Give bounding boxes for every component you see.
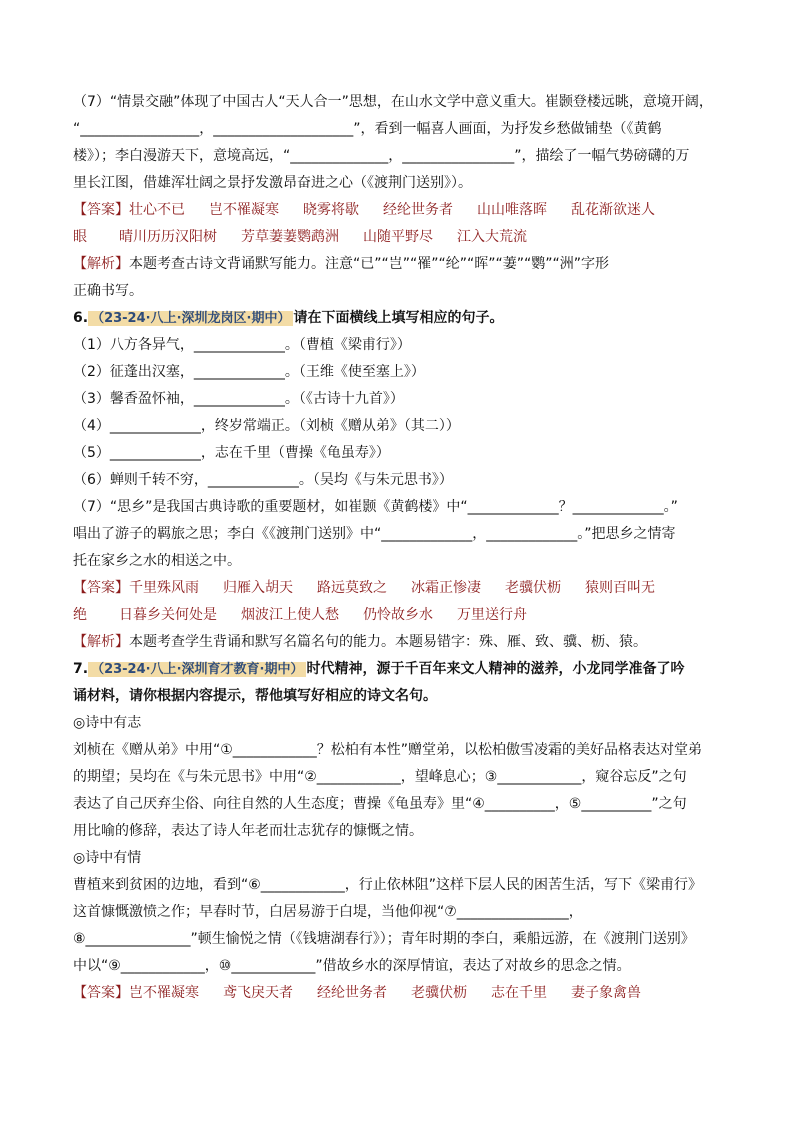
- q6-item-7-line1: （7）“思乡”是我国古典诗歌的重要题材，如崔颢《黄鹤楼》中“_____________？_____________。”: [73, 499, 678, 515]
- answer-item: 猿则百叫无: [585, 580, 655, 596]
- answer-item: 老骥伏枥: [411, 985, 467, 1001]
- question-number: 7.: [73, 661, 89, 677]
- q5-item7-line3: 楼》）；李白漫游天下，意境高远，“______________，________________”，描绘了一幅气势磅礴的万: [73, 148, 690, 164]
- answer-item: 眼: [73, 229, 87, 245]
- answer-item: 岂不罹凝寒: [129, 985, 199, 1001]
- question-prompt: 请在下面横线上填写相应的句子。: [293, 310, 504, 326]
- answer-item: 冰霜正惨凄: [411, 580, 481, 596]
- answer-item: 万里送行舟: [457, 607, 527, 623]
- answer-item: 仍怜故乡水: [363, 607, 433, 623]
- answer-tag: 【答案】: [73, 985, 129, 1001]
- answer-item: 日暮乡关何处是: [119, 607, 217, 623]
- answer-item: 晴川历历汉阳树: [119, 229, 217, 245]
- analysis-tag: 【解析】: [73, 256, 129, 272]
- answer-item: 岂不罹凝寒: [209, 202, 279, 218]
- content: [73, 89, 725, 1007]
- q5-analysis-line1: [73, 251, 725, 278]
- q7-prompt-line2: 诵材料，请你根据内容提示，帮他填写好相应的诗文名句。: [73, 688, 437, 704]
- q7-header: [73, 656, 725, 683]
- answer-item: 千里殊风雨: [129, 580, 199, 596]
- q6-item-6: （6）蝉则千转不穷，_____________。（吴均《与朱元思书》）: [73, 472, 453, 488]
- answer-item: 芳草萋萋鹦鹉洲: [241, 229, 339, 245]
- q7-section-emotion: ◎诗中有情: [73, 850, 142, 866]
- answer-item: 山山唯落晖: [477, 202, 547, 218]
- q7-p2-line1: 曹植来到贫困的边地，看到“⑥____________，行止依林阻”这样下层人民的困苦生活，写下《梁甫行》: [73, 877, 703, 893]
- q6-item-1: （1）八方各异气，_____________。（曹植《梁甫行》）: [73, 337, 411, 353]
- q6-answer-line1: [73, 575, 725, 602]
- answer-item: 壮心不已: [129, 202, 185, 218]
- question-prompt: 时代精神，源于千百年来文人精神的滋养，小龙同学准备了吟: [306, 661, 685, 677]
- q7-p2-line4: 中以“⑨____________，⑩____________”借故乡水的深厚情谊，表达了对故乡的思念之情。: [73, 958, 631, 974]
- q5-analysis-line2: 正确书写。: [73, 283, 143, 299]
- q6-header: [73, 305, 725, 332]
- q6-answer-line2: [73, 602, 725, 629]
- answer-item: 老骥伏枥: [505, 580, 561, 596]
- q7-p1-line1: 刘桢在《赠从弟》中用“①____________？松柏有本性”赠堂弟，以松柏傲雪凌霜的美好品格表达对堂弟: [73, 742, 703, 758]
- answer-tag: 【答案】: [73, 202, 129, 218]
- q7-answer-line1: [73, 980, 725, 1007]
- q5-item7-line2: “_________________，____________________”，看到一幅喜人画面，为抒发乡愁做铺垫（《黄鹤: [73, 121, 662, 137]
- q7-section-ambition: ◎诗中有志: [73, 715, 142, 731]
- q7-p2-line2: 这首慷慨激愤之作；早春时节，白居易游于白堤，当他仰视“⑦________________，: [73, 904, 583, 920]
- answer-item: 烟波江上使人愁: [241, 607, 339, 623]
- q5-answer-line2: [73, 224, 725, 251]
- q7-p1-line3: 表达了自己厌弃尘俗、向往自然的人生态度；曹操《龟虽寿》里“④__________，⑤__________”之句: [73, 796, 687, 812]
- analysis-tag: 【解析】: [73, 634, 129, 650]
- q7-p1-line2: 的期望；吴均在《与朱元思书》中用“②____________，望峰息心；③____________，窥谷忘反”之句: [73, 769, 687, 785]
- answer-item: 志在千里: [491, 985, 547, 1001]
- q5-answer-line1: [73, 197, 725, 224]
- analysis-text: 本题考查古诗文背诵默写能力。注意“已”“岂”“罹”“纶”“晖”“萋”“鹦”“洲”字形: [129, 256, 610, 272]
- q6-item-7-line3: 托在家乡之水的相送之中。: [73, 553, 241, 569]
- q6-item-3: （3）馨香盈怀袖，_____________。（《古诗十九首》）: [73, 391, 404, 407]
- q5-item7-line1: （7）“情景交融”体现了中国古人“天人合一”思想，在山水文学中意义重大。崔颢登楼远眺，意境开阔，: [73, 94, 713, 110]
- q5-item7-line4: 里长江图，借雄浑壮阔之景抒发激昂奋进之心（《渡荆门送别》）。: [73, 175, 472, 191]
- question-number: 6.: [73, 310, 89, 326]
- q6-item-2: （2）征蓬出汉塞，_____________。（王维《使至塞上》）: [73, 364, 425, 380]
- answer-item: 经纶世务者: [317, 985, 387, 1001]
- q6-item-4: （4）_____________，终岁常端正。（刘桢《赠从弟》（其二））: [73, 418, 460, 434]
- answer-item: 鸢飞戾天者: [223, 985, 293, 1001]
- answer-item: 江入大荒流: [457, 229, 527, 245]
- q7-p2-line3: ⑧_______________”顿生愉悦之情（《钱塘湖春行》）；青年时期的李白，乘船远游，在《渡荆门送别》: [73, 931, 695, 947]
- answer-item: 经纶世务者: [383, 202, 453, 218]
- q6-item-5: （5）_____________，志在千里（曹操《龟虽寿》）: [73, 445, 390, 461]
- q6-analysis: [73, 629, 725, 656]
- answer-item: 晓雾将歇: [303, 202, 359, 218]
- answer-item: 山随平野尽: [363, 229, 433, 245]
- answer-item: 归雁入胡天: [223, 580, 293, 596]
- analysis-text: 本题考查学生背诵和默写名篇名句的能力。本题易错字：殊、雁、致、骥、枥、猿。: [129, 634, 647, 650]
- q7-p1-line4: 用比喻的修辞，表达了诗人年老而壮志犹存的慷慨之情。: [73, 823, 423, 839]
- answer-item: 乱花渐欲迷人: [571, 202, 655, 218]
- question-source: （23-24·八上·深圳育才教育·期中）: [88, 662, 306, 677]
- q6-item-7-line2: 唱出了游子的羁旅之思；李白《《渡荆门送别》中“_____________，_____________。”把思乡之情寄: [73, 526, 676, 542]
- answer-item: 妻子象禽兽: [571, 985, 641, 1001]
- question-source: （23-24·八上·深圳龙岗区·期中）: [88, 311, 293, 326]
- answer-tag: 【答案】: [73, 580, 129, 596]
- answer-item: 路远莫致之: [317, 580, 387, 596]
- answer-item: 绝: [73, 607, 87, 623]
